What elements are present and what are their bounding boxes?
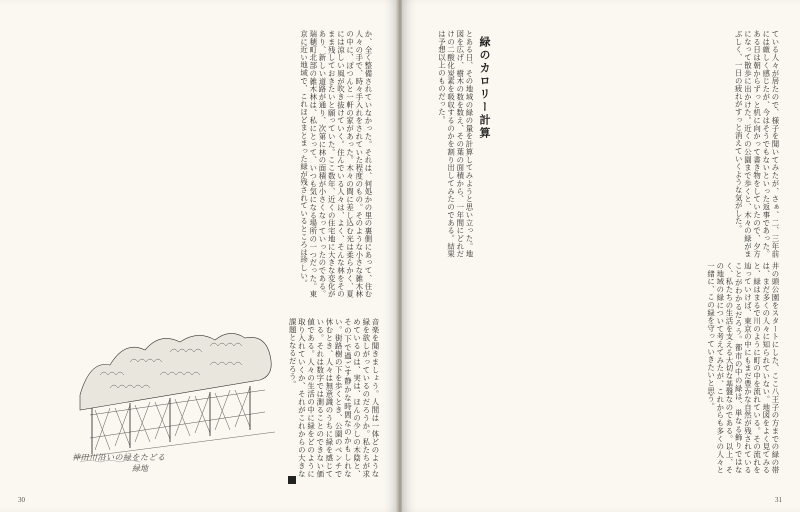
left-page-upper-text: か、全く整備されていなかった。それは、何処かの里の裏側にあって、住む人々の手で、時々手入れをされていた程度のもの。そのような小さな雑木林の中に、ぽつんと一軒の家があった。木々の間に差し込む光は柔らかく、夏には涼しい風が吹き抜けていく。住んでいる人々は、よく、そんな林をそのまま残しておきたいと願っていた。ここ数年、近くの住宅地に大きな変化があり、新しい道路が通り、次第に林の面積が小さくなっていったのである。瑞穂町北部の雑木林は、私にとって、いつも気になる場所の一つだった。東京に近い地域で、これほどまとまった緑が残されているところは珍しい。 bbox=[299, 30, 373, 298]
left-page-number: 30 bbox=[18, 496, 25, 504]
right-page-lower-text: 井の頭公園をスタートにした、ここ八王子の方までの緑の帯は、まだ多くの人々に知られていない。地図をよく見てみると、緑はまるで川のように町の中を流れている。その流れを辿っていけば、東京の中にもまだ豊かな自然が残されていることがわかるだろう。都市の中の緑は、単なる飾りではなく、私たちの生活を支える大切な基盤なのである。以上、その地域の緑について考えてみたが、これからも多くの人々と一緒に、この緑を守っていきたいと思う。 bbox=[706, 262, 780, 474]
right-page-upper-text-left: とある日、その地域の緑の量を計算してみようと思い立った。地図を広げ、樹木の数を数え、その葉の面積から、一年間にどれだけの二酸化炭素を吸収するのかを割り出してみたのである。結果は予想以上のものだった。 bbox=[437, 30, 474, 258]
right-page-number: 31 bbox=[775, 496, 782, 504]
section-end-mark bbox=[288, 476, 296, 484]
illustration-caption-sub: 緑地 bbox=[132, 464, 148, 473]
right-page-upper-text-right: ている人々が居たので、様子を聞いてみたが、さぁ、二、三年前には厳しく感じたが、今はそうでもないといった返事であった。ある日は朝からずっと机に向かって書き物をしていたので、夕方になって散歩に出かけた。近くの公園まで歩くと、木々の緑がまぶしく、一日の疲れがすっと消えていくような気がした。 bbox=[734, 30, 780, 258]
left-page bbox=[0, 0, 398, 512]
illustration-caption: 神田川沿いの緑をたどる bbox=[72, 453, 166, 462]
section-heading: 緑のカロリー計算 bbox=[478, 36, 491, 140]
left-page-lower-text: 音楽を聞きましょう。人間は一体どのような緑を欲しがっているのだろうか。私たちが求めているのは、実は、ほんの少しの木陰と、その下で過ごす静かな時間なのかもしれない。街路樹の下を歩くとき、公園のベンチで休むとき、人々は無意識のうちに緑を感じている。それは数字では測ることのできない価値である。人々の生活の中に緑をどのように取り入れていくか、それがこれからの大きな課題となるだろう。 bbox=[288, 318, 380, 478]
tree-row-illustration bbox=[70, 320, 280, 470]
right-page bbox=[402, 0, 800, 512]
